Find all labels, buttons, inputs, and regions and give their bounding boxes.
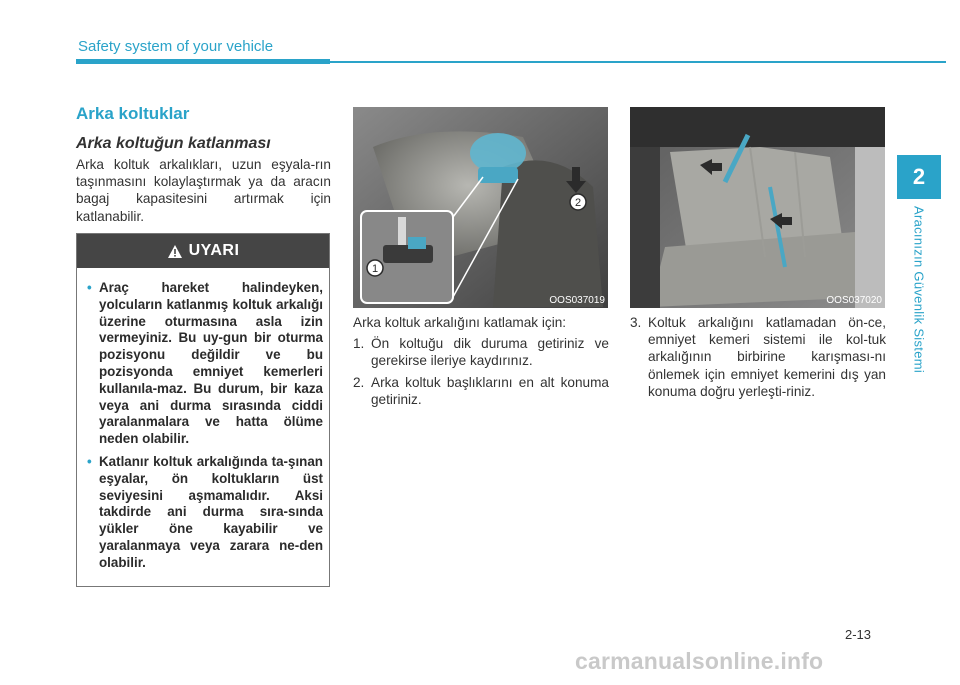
warning-label: UYARI [188, 242, 240, 259]
watermark: carmanualsonline.info [575, 648, 824, 674]
figure-rear-seat-photo [630, 107, 885, 308]
figure-code: OOS037019 [549, 295, 605, 306]
chapter-side-label [897, 206, 941, 386]
chapter-number: 2 [897, 155, 941, 199]
instructions-column-3 [630, 314, 886, 400]
warning-item: • Araç hareket halindeyken, yolcuların katlanmış koltuk arkalığı üzerine oturmasına asla izin vermeyiniz. Bu uy-gun bir oturma pozisyonu değildir ve bu pozisyonda emniyet kemerleri kullanıla-maz. Bu durum, bir kaza veya ani durma sırasında ciddi yaralanmalara ve hatta ölüme neden olabilir. [87, 280, 323, 447]
warning-triangle-icon [167, 244, 183, 259]
callout-2: 2 [574, 197, 582, 209]
intro-paragraph: Arka koltuk arkalıkları, uzun eşyala-rın taşınmasını kolaylaştırmak ya da aracın bagaj kapasitesini artırmak için katlanabilir. [76, 157, 331, 224]
headrest-illustration [353, 107, 608, 308]
chapter-side-label-text: Aracınızın Güvenlik Sistemi [911, 206, 927, 374]
instruction-step: 3. Koltuk arkalığını katlamadan ön-ce, emniyet kemeri sistemi ile kol-tuk arkalığının birbirine karışması-nı önlemek için emniyet kemerini dış yan konuma doğru yerleşti-riniz. [630, 315, 886, 399]
callout-1: 1 [371, 263, 379, 275]
warning-header [77, 234, 329, 268]
running-header: Safety system of your vehicle [78, 38, 274, 55]
warning-box [76, 233, 330, 587]
figure-headrest-photo [353, 107, 608, 308]
warning-list [87, 280, 323, 578]
section-title: Arka koltuklar [76, 104, 190, 123]
page-number: 2-13 [845, 627, 872, 642]
instruction-step: 1. Ön koltuğu dik duruma getiriniz ve gerekirse ileriye kaydırınız. [353, 336, 609, 369]
instructions-intro: Arka koltuk arkalığını katlamak için: [353, 315, 567, 330]
instruction-step: 2. Arka koltuk başlıklarını en alt konuma getiriniz. [353, 374, 609, 407]
instructions-column-2 [353, 314, 609, 408]
section-subtitle: Arka koltuğun katlanması [76, 135, 271, 152]
figure-code: OOS037020 [826, 295, 882, 306]
rear-seat-illustration [630, 107, 885, 308]
header-rule [76, 61, 946, 63]
warning-item: • Katlanır koltuk arkalığında ta-şınan eşyalar, ön koltukların üst seviyesini aşmamalıdır. Aksi takdirde ani durma sıra-sında yükler öne kayabilir ve yaralanmaya veya zarara ne-den olabilir. [87, 453, 323, 570]
